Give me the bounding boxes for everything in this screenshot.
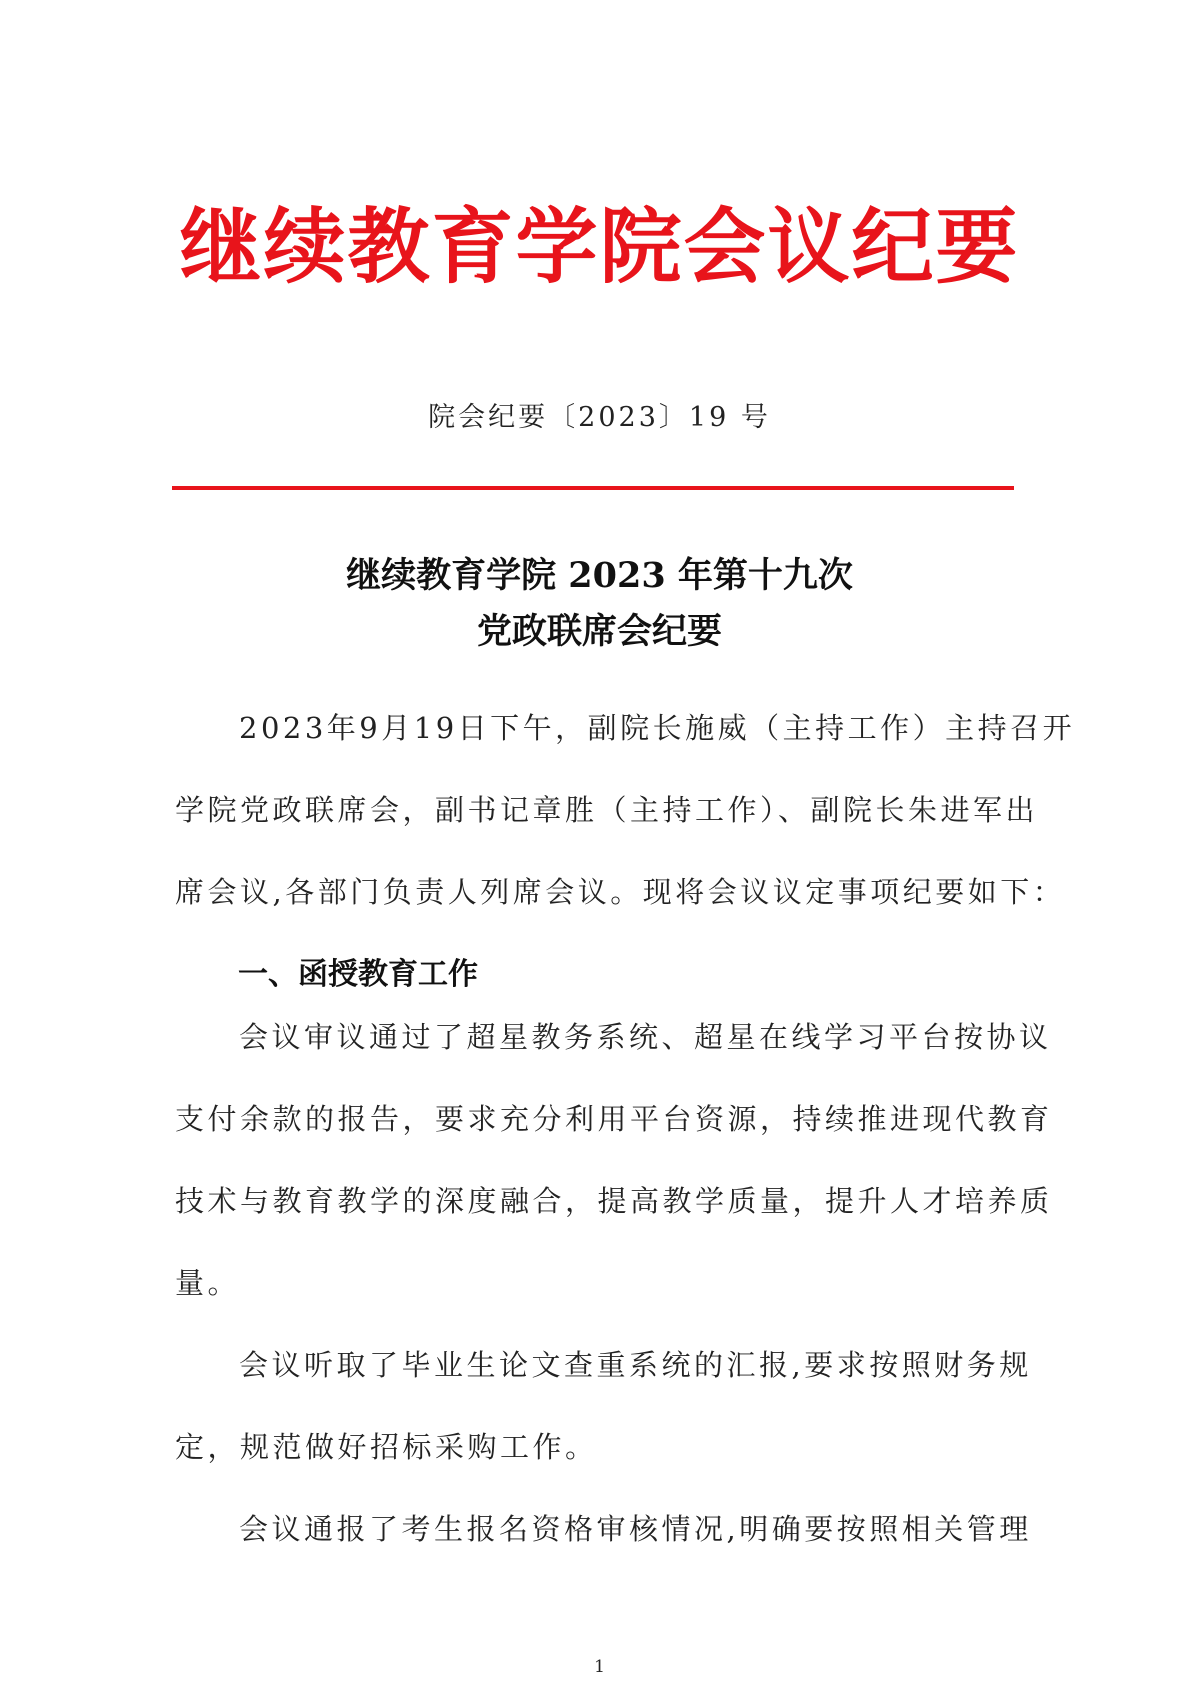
paragraph-line: 定，规范做好招标采购工作。 (175, 1430, 598, 1464)
paragraph-line: 技术与教育教学的深度融合，提高教学质量，提升人才培养质 (175, 1184, 1053, 1218)
paragraph-line: 支付余款的报告，要求充分利用平台资源，持续推进现代教育 (175, 1102, 1053, 1136)
intro-paragraph (175, 687, 1076, 933)
section1-paragraph-1 (175, 996, 1053, 1324)
paragraph-line: 会议通报了考生报名资格审核情况,明确要按照相关管理 (239, 1512, 1032, 1546)
red-divider-line (172, 486, 1014, 490)
meeting-title (0, 548, 1199, 660)
section1-paragraph-2 (175, 1324, 1032, 1488)
paragraph-line: 会议听取了毕业生论文查重系统的汇报,要求按照财务规 (239, 1348, 1032, 1382)
paragraph-line: 会议审议通过了超星教务系统、超星在线学习平台按协议 (239, 1020, 1052, 1054)
page-number: 1 (594, 1657, 605, 1677)
section-heading: 一、函授教育工作 (238, 957, 478, 992)
paragraph-line: 量。 (175, 1266, 241, 1300)
section1-paragraph-3 (175, 1488, 1032, 1570)
document-number: 院会纪要〔2023〕19 号 (428, 402, 771, 433)
meeting-title-line-1: 继续教育学院 2023 年第十九次 (346, 555, 853, 596)
intro-line: 学院党政联席会，副书记章胜（主持工作）、副院长朱进军出 (175, 793, 1039, 827)
intro-line: 2023年9月19日下午，副院长施威（主持工作）主持召开 (239, 711, 1076, 745)
intro-line: 席会议,各部门负责人列席会议。现将会议议定事项纪要如下： (175, 875, 1066, 909)
meeting-title-line-2: 党政联席会纪要 (476, 611, 722, 652)
masthead-title: 继续教育学院会议纪要 (179, 200, 1020, 295)
